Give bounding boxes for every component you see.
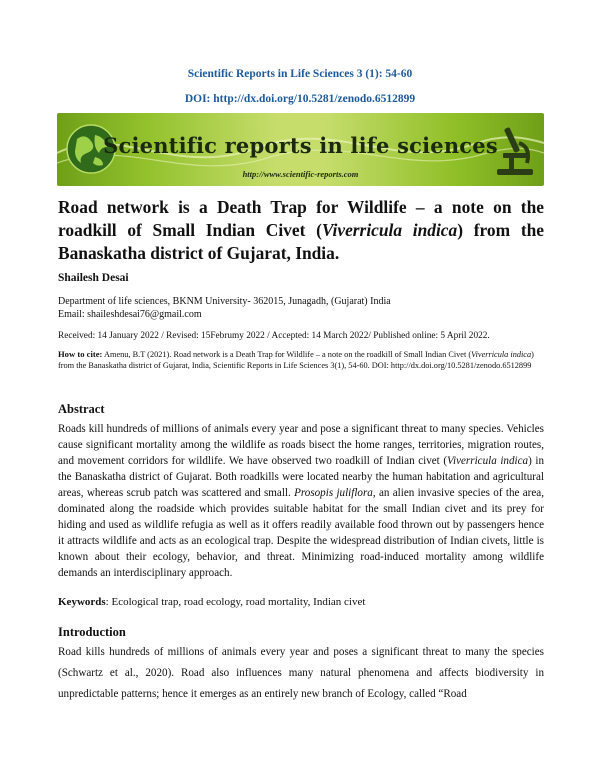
abstract-body: [58, 421, 544, 581]
introduction-heading: Introduction: [58, 625, 126, 639]
journal-banner: [57, 113, 544, 186]
keywords-line: [58, 596, 365, 608]
author-name: Shailesh Desai: [58, 272, 129, 284]
abstract-text-1: Roads kill hundreds of millions of animals every year and pose a significant threat to many species. Vehicles cause significant mortality among the wildlife as roads bisect the home ranges, territories, migration routes, and movement corridors for wildlife. We have observed two roadkill of Indian civet (: [58, 423, 544, 467]
citation-block: [58, 349, 544, 371]
publication-dates: Received: 14 January 2022 / Revised: 15Februmy 2022 / Accepted: 14 March 2022/ Published online: 5 April 2022.: [58, 331, 490, 341]
affiliation: Department of life sciences, BKNM University- 362015, Junagadh, (Gujarat) India: [58, 296, 391, 307]
abstract-text-2: ) in the Banaskatha district of Gujarat. Both roadkills were located nearby the human habitation and agricultural areas, whereas scrub patch was scattered and small.: [58, 455, 544, 499]
keywords-label: Keywords: [58, 596, 106, 608]
introduction-body: Road kills hundreds of millions of animals every year and poses a significant threat to many the species (Schwartz et al., 2020). Road also influences many natural phenomena and affects biodiversity in unpredictable patterns; hence it emerges as an entirely new branch of Ecology, called “Road: [58, 646, 544, 700]
cite-label: How to cite:: [58, 349, 103, 359]
cite-species-name: Viverricula indica: [471, 350, 532, 359]
journal-reference: Scientific Reports in Life Sciences 3 (1): 54-60: [187, 68, 413, 80]
author-email[interactable]: Email: shaileshdesai76@gmail.com: [58, 309, 202, 320]
journal-doi[interactable]: DOI: http://dx.doi.org/10.5281/zenodo.6512899: [184, 93, 416, 105]
banner-title: Scientific reports in life sciences: [103, 133, 498, 158]
banner-url[interactable]: http://www.scientific-reports.com: [242, 169, 359, 179]
abstract-species-name: Viverricula indica: [447, 455, 529, 467]
title-text-start: Road network is a Death Trap for Wildlife – a note on the roadkill of Small Indian Civet (: [58, 197, 544, 240]
title-species-name: Viverricula indica: [321, 220, 458, 240]
abstract-text-3: , an alien invasive species of the area, dominated along the roadside which provides suitable habitat for the small Indian civet and its prey for hiding and used as wildlife refugia as well as it offers readily available food thrown out by passengers hence it attracts wildlife and acts as an ecological trap. Despite the widespread distribution of Indian civets, little is known about their ecology, behavior, and threat. Minimizing road-induced mortality among wildlife demands an interdisciplinary approach.: [58, 487, 544, 579]
abstract-plant-name: Prosopis juliflora: [294, 487, 373, 499]
cite-text-end: ) from the Banaskatha district of Gujarat, India, Scientific Reports in Life Sciences 3(1), 54-60. DOI: http://dx.doi.org/10.5281/zenodo.6512899: [58, 350, 534, 370]
article-title: [58, 196, 544, 265]
keywords-list: : Ecological trap, road ecology, road mortality, Indian civet: [105, 596, 366, 608]
abstract-heading: Abstract: [58, 402, 105, 416]
author-affiliation-block: [58, 295, 391, 321]
cite-text-start: Amenu, B.T (2021). Road network is a Death Trap for Wildlife – a note on the roadkill of Small Indian Civet (: [102, 350, 472, 359]
title-text-end: ) from the Banaskatha district of Gujarat, India.: [58, 220, 544, 263]
